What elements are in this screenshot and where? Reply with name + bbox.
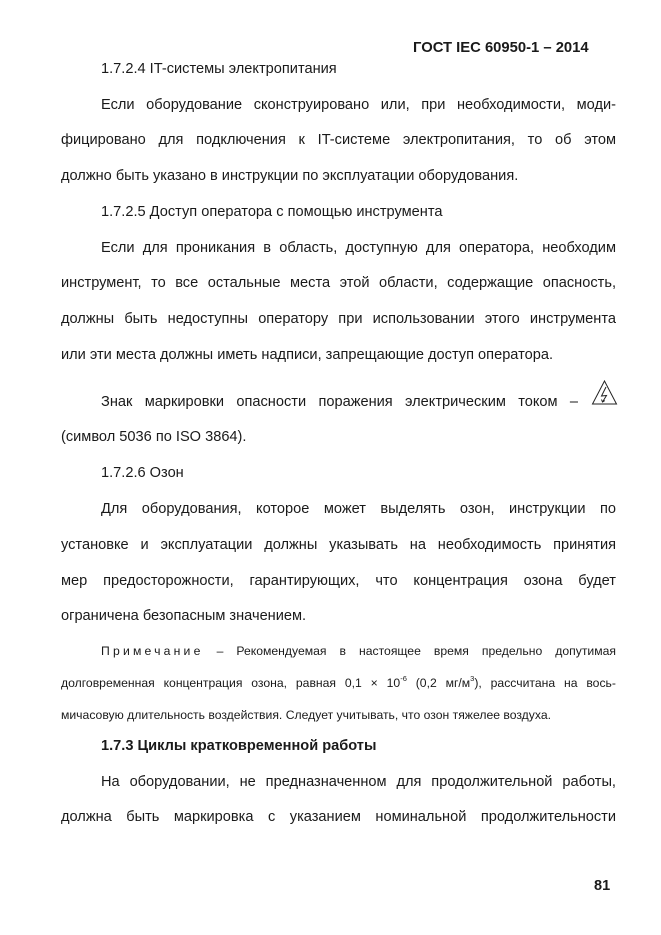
paragraph-line: установке и эксплуатации должны указывать на необходимость принятия xyxy=(61,537,616,553)
note-text: долговременная концентрация озона, равная 0,1 × 10 xyxy=(61,676,401,690)
paragraph-line: Если оборудование сконструировано или, при необходимости, моди- xyxy=(101,97,616,113)
paragraph-line: Знак маркировки опасности поражения электрическим током – xyxy=(101,394,578,410)
paragraph-line: ограничена безопасным значением. xyxy=(61,608,307,624)
paragraph-line: мер предосторожности, гарантирующих, что концентрация озона будет xyxy=(61,573,616,589)
exponent: -6 xyxy=(400,674,407,683)
note-line xyxy=(61,674,616,692)
paragraph-line: фицировано для подключения к IT-системе электропитания, то об этом xyxy=(61,132,616,148)
note-text: ), рассчитана на вось- xyxy=(474,676,616,690)
paragraph-line: На оборудовании, не предназначенном для продолжительной работы, xyxy=(101,774,616,790)
paragraph-line: Если для проникания в область, доступную для оператора, необходим xyxy=(101,240,616,256)
standard-header: ГОСТ IEC 60950-1 – 2014 xyxy=(413,40,589,56)
section-title: 1.7.2.5 Доступ оператора с помощью инструмента xyxy=(101,204,443,220)
paragraph-line: должны быть недоступны оператору при использовании этого инструмента xyxy=(61,311,616,327)
electric-shock-hazard-icon xyxy=(591,379,618,407)
paragraph-line: инструмент, то все остальные места этой области, содержащие опасность, xyxy=(61,275,616,291)
section-title: 1.7.2.4 IT-системы электропитания xyxy=(101,61,337,77)
paragraph-line: должно быть указано в инструкции по эксплуатации оборудования. xyxy=(61,168,519,184)
section-title: 1.7.2.6 Озон xyxy=(101,465,184,481)
exponent: 3 xyxy=(470,674,475,683)
note-text: (0,2 мг/м xyxy=(406,676,471,690)
note-label: Примечание xyxy=(101,644,204,658)
paragraph-line: (символ 5036 по ISO 3864). xyxy=(61,429,247,445)
paragraph-line: Для оборудования, которое может выделять озон, инструкции по xyxy=(101,501,616,517)
note-line: мичасовую длительность воздействия. Следует учитывать, что озон тяжелее воздуха. xyxy=(61,708,552,722)
section-title: 1.7.3 Циклы кратковременной работы xyxy=(101,738,377,754)
note-text: – Рекомендуемая в настоящее время предельно допутимая xyxy=(216,644,616,658)
paragraph-line: должна быть маркировка с указанием номинальной продолжительности xyxy=(61,809,616,825)
paragraph-line: или эти места должны иметь надписи, запрещающие доступ оператора. xyxy=(61,347,554,363)
page-number: 81 xyxy=(594,878,611,894)
note-line xyxy=(101,642,616,660)
